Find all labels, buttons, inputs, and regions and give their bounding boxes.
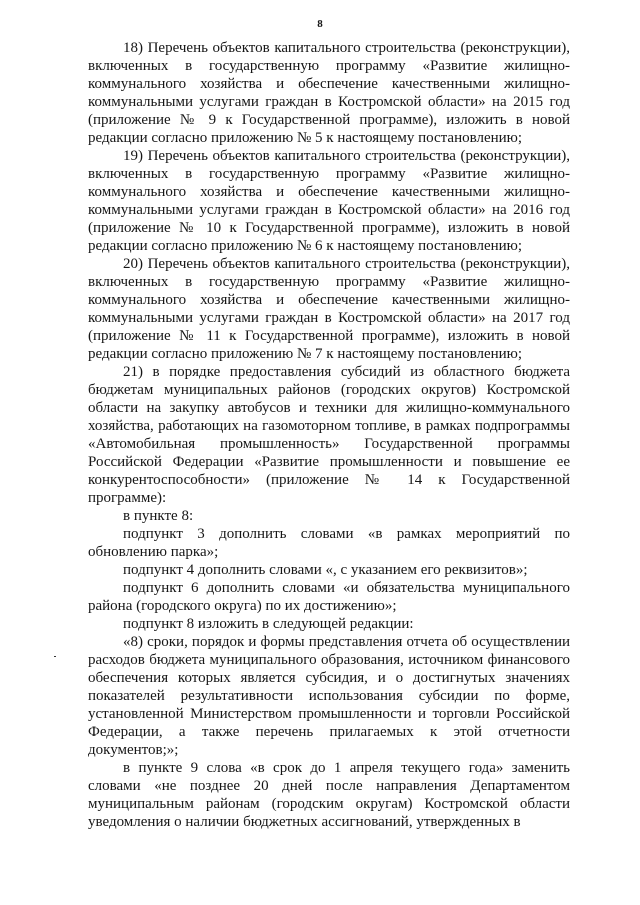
paragraph-20: 20) Перечень объектов капитального строительства (реконструкции), включенных в государственную программу «Развитие жилищно-коммунального хозяйства и обеспечение качественными жилищно-коммунальными услугами граждан в Костромской области» на 2017 год (приложение № 11 к Государственной программе), изложить в новой редакции согласно приложению № 7 к настоящему постановлению; <box>88 256 570 362</box>
subpoint-8-intro: подпункт 8 изложить в следующей редакции: <box>123 616 414 632</box>
document-body <box>88 39 570 831</box>
margin-mark <box>54 656 56 657</box>
page-number: 8 <box>317 18 323 30</box>
paragraph-21: 21) в порядке предоставления субсидий из областного бюджета бюджетам муниципальных районов (городских округов) Костромской области на закупку автобусов и техники для жилищно-коммунального хозяйства, работающих на газомоторном топливе, в рамках подпрограммы «Автомобильная промышленность» Государственной программы Российской Федерации «Развитие промышленности и повышение ее конкурентоспособности» (приложение № 14 к Государственной программе): <box>88 364 570 506</box>
subpoint-6: подпункт 6 дополнить словами «и обязательства муниципального района (городского округа) по их достижению»; <box>88 580 570 614</box>
paragraph-18: 18) Перечень объектов капитального строительства (реконструкции), включенных в государственную программу «Развитие жилищно-коммунального хозяйства и обеспечение качественными жилищно-коммунальными услугами граждан в Костромской области» на 2015 год (приложение № 9 к Государственной программе), изложить в новой редакции согласно приложению № 5 к настоящему постановлению; <box>88 40 570 146</box>
subpoint-4: подпункт 4 дополнить словами «, с указанием его реквизитов»; <box>123 562 528 578</box>
subpoint-8-text: «8) сроки, порядок и формы представления отчета об осуществлении расходов бюджета муниципального образования, источником финансового обеспечения которых является субсидия, и о достигнутых значениях показателей результативности использования субсидии по форме, установленной Министерством промышленности и торговли Российской Федерации, а также перечень прилагаемых к этой отчетности документов;»; <box>88 634 570 758</box>
paragraph-19: 19) Перечень объектов капитального строительства (реконструкции), включенных в государственную программу «Развитие жилищно-коммунального хозяйства и обеспечение качественными жилищно-коммунальными услугами граждан в Костромской области» на 2016 год (приложение № 10 к Государственной программе), изложить в новой редакции согласно приложению № 6 к настоящему постановлению; <box>88 148 570 254</box>
point-8-intro: в пункте 8: <box>123 508 194 524</box>
point-9-paragraph: в пункте 9 слова «в срок до 1 апреля текущего года» заменить словами «не позднее 20 дней после направления Департаментом муниципальным районам (городским округам) Костромской области уведомления о наличии бюджетных ассигнований, утвержденных в <box>88 760 570 830</box>
subpoint-3: подпункт 3 дополнить словами «в рамках мероприятий по обновлению парка»; <box>88 526 570 560</box>
